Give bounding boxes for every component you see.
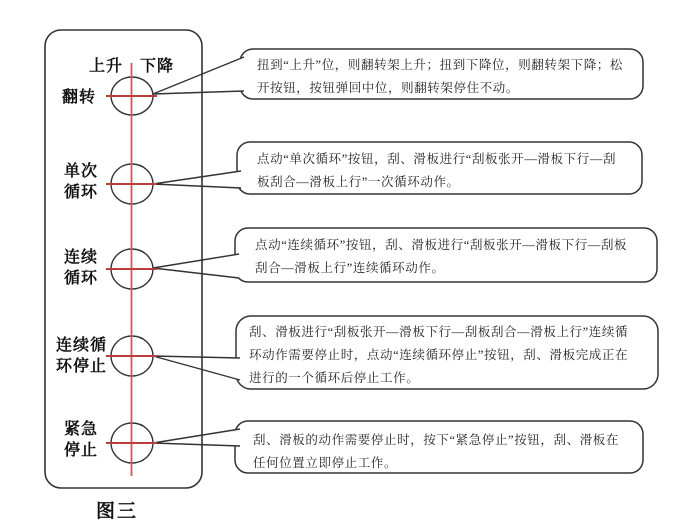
- single-cycle-callout-line-2: 板刮合—滑板上行”一次循环动作。: [257, 175, 460, 189]
- continuous-cycle-stop-label-line-2: 环停止: [56, 358, 108, 375]
- continuous-cycle-stop-callout-line-2: 环动作需要停止时，点动“连续循环停止”按钮，刮、滑板完成正在: [249, 348, 629, 362]
- flip-callout-line-1: 扭到“上升”位，则翻转架上升；扭到下降位，则翻转架下降；松: [257, 58, 623, 72]
- emergency-stop-callout-line-1: 刮、滑板的动作需要停止时，按下“紧急停止”按钮，刮、滑板在: [253, 433, 619, 447]
- continuous-cycle-stop-callout-text: [249, 321, 628, 390]
- flip-callout-line-2: 开按钮，按钮弹回中位，则翻转架停住不动。: [257, 81, 520, 95]
- single-cycle-label-line-1: 单次: [64, 163, 99, 180]
- up-position-label: 上升: [89, 58, 124, 75]
- single-cycle-callout-text: [257, 148, 616, 194]
- emergency-stop-button-label: [64, 419, 98, 461]
- continuous-cycle-label-line-2: 循环: [64, 270, 99, 287]
- figure-caption: 图三: [96, 501, 139, 522]
- callout-tails: [153, 57, 244, 446]
- single-cycle-button-label: [64, 161, 98, 203]
- continuous-cycle-stop-callout-line-3: 进行的一个循环后停止工作。: [249, 371, 420, 385]
- emergency-stop-callout-text: [253, 429, 619, 475]
- emergency-stop-callout-line-2: 任何位置立即停止工作。: [253, 456, 398, 470]
- flip-button-label: [62, 87, 96, 108]
- emergency-stop-label-line-1: 紧急: [64, 421, 99, 438]
- continuous-cycle-button-label: [64, 247, 98, 289]
- continuous-cycle-stop-callout-line-1: 刮、滑板进行“刮板张开—滑板下行—刮板刮合—滑板上行”连续循: [249, 325, 629, 339]
- single-cycle-callout-line-1: 点动“单次循环”按钮，刮、滑板进行“刮板张开—滑板下行—刮: [257, 152, 617, 166]
- continuous-cycle-callout-line-1: 点动“连续循环”按钮，刮、滑板进行“刮板张开—滑板下行—刮板: [255, 238, 628, 252]
- continuous-cycle-stop-button-label: [56, 335, 107, 377]
- continuous-cycle-callout-text: [255, 234, 627, 280]
- continuous-cycle-label-line-1: 连续: [64, 249, 99, 266]
- single-cycle-label-line-2: 循环: [64, 184, 99, 201]
- continuous-cycle-stop-label-line-1: 连续循: [56, 337, 108, 354]
- flip-button-label-line: 翻转: [62, 89, 97, 106]
- down-position-label: 下降: [140, 58, 175, 75]
- continuous-cycle-callout-line-2: 刮合—滑板上行”连续循环动作。: [255, 261, 445, 275]
- flip-callout-text: [257, 54, 623, 100]
- emergency-stop-label-line-2: 停止: [64, 442, 99, 459]
